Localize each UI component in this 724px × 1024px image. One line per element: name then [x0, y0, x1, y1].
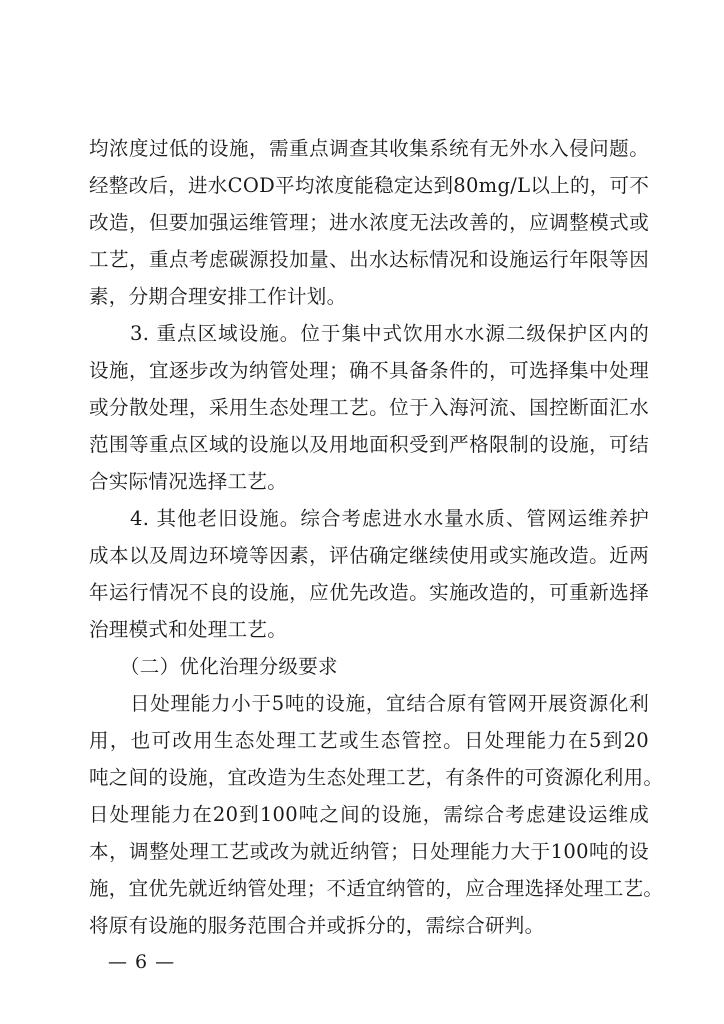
- body-line: 年运行情况不良的设施，应优先改造。实施改造的，可重新选择: [89, 581, 649, 604]
- body-line: 设施，宜逐步改为纳管处理；确不具备条件的，可选择集中处理: [89, 359, 649, 382]
- body-line: 工艺，重点考虑碳源投加量、出水达标情况和设施运行年限等因: [89, 248, 649, 271]
- body-line: 合实际情况选择工艺。: [89, 470, 288, 493]
- list-item-heading-4: 4. 其他老旧设施。综合考虑进水水量水质、管网运维养护: [130, 507, 649, 530]
- body-line: 施，宜优先就近纳管处理；不适宜纳管的，应合理选择处理工艺。: [89, 877, 664, 900]
- page-number: — 6 —: [108, 951, 176, 973]
- body-line: 改造，但要加强运维管理；进水浓度无法改善的，应调整模式或: [89, 211, 649, 234]
- section-heading: （二）优化治理分级要求: [120, 655, 338, 678]
- body-line: 均浓度过低的设施，需重点调查其收集系统有无外水入侵问题。: [89, 137, 649, 160]
- body-line: 日处理能力小于5吨的设施，宜结合原有管网开展资源化利: [130, 692, 649, 715]
- body-line: 日处理能力在20到100吨之间的设施，需综合考虑建设运维成: [89, 803, 649, 826]
- body-line: 用，也可改用生态处理工艺或生态管控。日处理能力在5到20: [89, 729, 649, 752]
- body-line: 本，调整处理工艺或改为就近纳管；日处理能力大于100吨的设: [89, 840, 649, 863]
- body-line: 素，分期合理安排工作计划。: [89, 285, 347, 308]
- body-line: 成本以及周边环境等因素，评估确定继续使用或实施改造。近两: [89, 544, 649, 567]
- body-line: 治理模式和处理工艺。: [89, 618, 288, 641]
- body-line: 范围等重点区域的设施以及用地面积受到严格限制的设施，可结: [89, 433, 649, 456]
- body-line: 将原有设施的服务范围合并或拆分的，需综合研判。: [89, 914, 545, 937]
- body-line: 吨之间的设施，宜改造为生态处理工艺，有条件的可资源化利用。: [89, 766, 664, 789]
- body-line: 或分散处理，采用生态处理工艺。位于入海河流、国控断面汇水: [89, 396, 649, 419]
- list-item-heading-3: 3. 重点区域设施。位于集中式饮用水水源二级保护区内的: [130, 322, 649, 345]
- body-line: 经整改后，进水COD平均浓度能稳定达到80mg/L以上的，可不: [89, 174, 650, 197]
